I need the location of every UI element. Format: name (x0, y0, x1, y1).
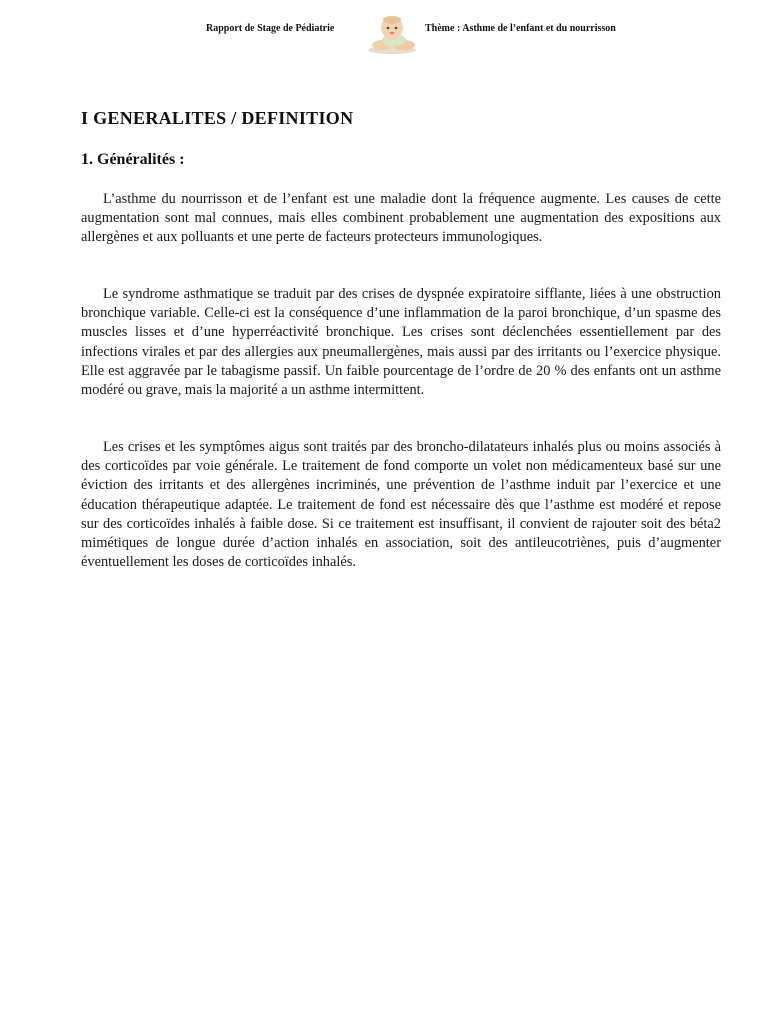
header-theme: Thème : Asthme de l’enfant et du nourrisson (425, 23, 616, 34)
paragraph-syndrome: Le syndrome asthmatique se traduit par des crises de dyspnée expiratoire sifflante, liées à une obstruction bronchique variable. Celle-ci est la conséquence d’une inflammation de la paroi bronchique, d’un spasme des muscles lisses et d’une hyperréactivité bronchique. Les crises sont déclenchées essentiellement par des infections virales et par des allergies aux pneumallergènes, mais aussi par des irritants ou l’exercice physique. Elle est aggravée par le tabagisme passif. Un faible pourcentage de l’ordre de 20 % des enfants ont un asthme modéré ou grave, mais la majorité a un asthme intermittent. (81, 286, 721, 399)
baby-illustration-icon (362, 14, 422, 54)
section-title: I GENERALITES / DEFINITION (81, 108, 354, 128)
subsection-title: 1. Généralités : (81, 151, 185, 168)
page-header (0, 14, 768, 58)
header-report-title: Rapport de Stage de Pédiatrie (206, 23, 335, 34)
paragraph-introduction: L’asthme du nourrisson et de l’enfant est une maladie dont la fréquence augmente. Les causes de cette augmentation sont mal connues, mais elles combinent probablement une augmentation des expositions aux allergènes et aux polluants et une perte de facteurs protecteurs immunologiques. (81, 191, 721, 246)
paragraph-treatment: Les crises et les symptômes aigus sont traités par des broncho-dilatateurs inhalés plus ou moins associés à des corticoïdes par voie générale. Le traitement de fond comporte un volet non médicamenteux basé sur une éviction des irritants et des allergènes incriminés, une prévention de l’asthme induit par l’exercice et une éducation thérapeutique adaptée. Le traitement de fond est nécessaire dès que l’asthme est modéré et repose sur des corticoïdes inhalés à faible dose. Si ce traitement est insuffisant, il convient de rajouter soit des béta2 mimétiques de longue durée d’action inhalés en association, soit des antileucotriènes, puis d’augmenter éventuellement les doses de corticoïdes inhalés. (81, 439, 721, 571)
